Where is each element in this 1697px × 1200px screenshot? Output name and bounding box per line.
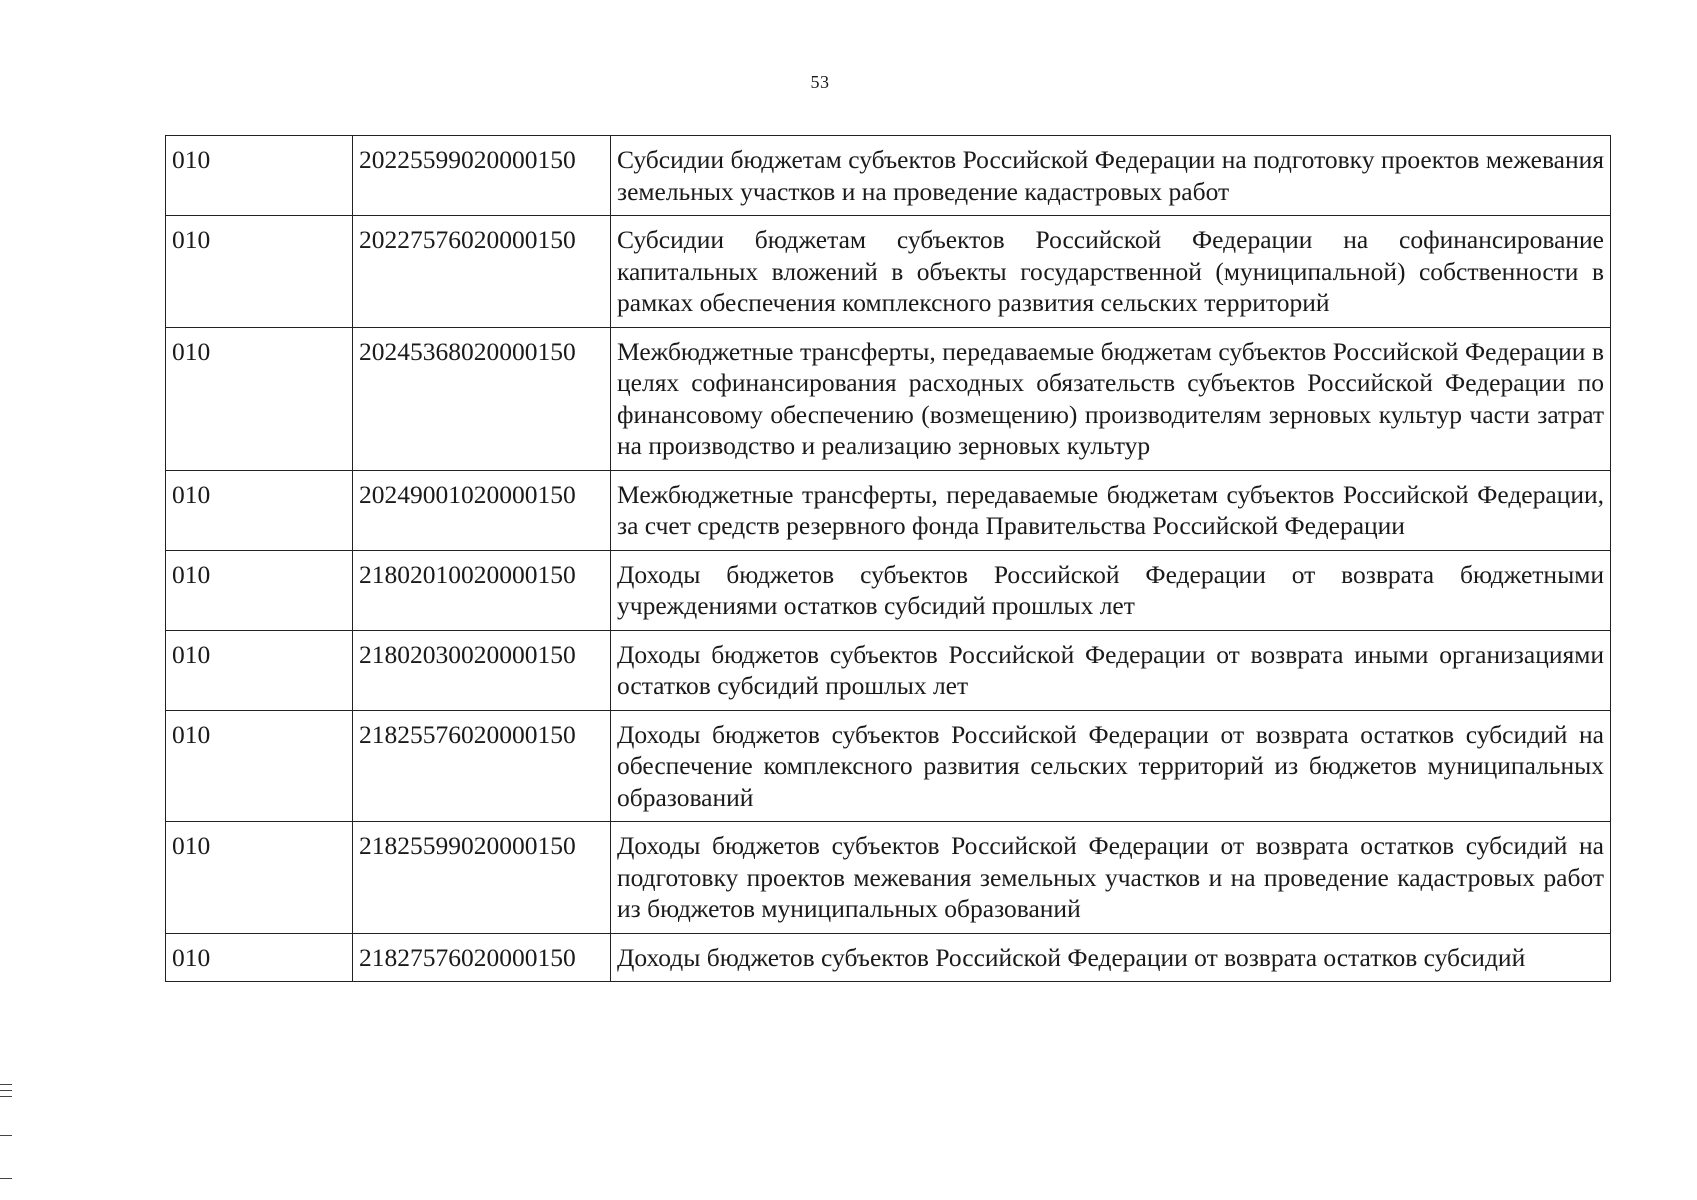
admin-code-cell: 010: [166, 630, 353, 710]
budget-code-cell: 21825599020000150: [353, 822, 611, 934]
description-cell: Доходы бюджетов субъектов Российской Федерации от возврата остатков субсидий на обеспечение комплексного развития сельских территорий из бюджетов муниципальных образований: [611, 710, 1611, 822]
description-cell: Субсидии бюджетам субъектов Российской Федерации на софинансирование капитальных вложений в объекты государственной (муниципальной) собственности в рамках обеспечения комплексного развития сельских территорий: [611, 216, 1611, 328]
table-body: [166, 136, 1611, 982]
binding-mark: [0, 1084, 12, 1085]
table-row: [166, 327, 1611, 470]
binding-mark: [0, 1178, 12, 1179]
description-cell: Доходы бюджетов субъектов Российской Федерации от возврата остатков субсидий на подготовку проектов межевания земельных участков и на проведение кадастровых работ из бюджетов муниципальных образований: [611, 822, 1611, 934]
budget-code-cell: 20249001020000150: [353, 470, 611, 550]
budget-code-cell: 21802030020000150: [353, 630, 611, 710]
table-row: [166, 630, 1611, 710]
binding-mark: [0, 1135, 12, 1136]
budget-code-cell: 20225599020000150: [353, 136, 611, 216]
budget-code-cell: 21827576020000150: [353, 933, 611, 982]
page-number: 53: [810, 72, 830, 92]
admin-code-cell: 010: [166, 136, 353, 216]
budget-code-cell: 21802010020000150: [353, 550, 611, 630]
budget-code-cell: 21825576020000150: [353, 710, 611, 822]
admin-code-cell: 010: [166, 822, 353, 934]
binding-mark: [0, 1090, 12, 1091]
description-cell: Субсидии бюджетам субъектов Российской Федерации на подготовку проектов межевания земельных участков и на проведение кадастровых работ: [611, 136, 1611, 216]
budget-code-cell: 20245368020000150: [353, 327, 611, 470]
budget-codes-table: [165, 135, 1611, 982]
binding-mark: [0, 1096, 12, 1097]
table-row: [166, 136, 1611, 216]
table-row: [166, 933, 1611, 982]
admin-code-cell: 010: [166, 327, 353, 470]
table-row: [166, 550, 1611, 630]
admin-code-cell: 010: [166, 550, 353, 630]
description-cell: Доходы бюджетов субъектов Российской Федерации от возврата бюджетными учреждениями остатков субсидий прошлых лет: [611, 550, 1611, 630]
description-cell: Межбюджетные трансферты, передаваемые бюджетам субъектов Российской Федерации в целях софинансирования расходных обязательств субъектов Российской Федерации по финансовому обеспечению (возмещению) производителям зерновых культур части затрат на производство и реализацию зерновых культур: [611, 327, 1611, 470]
admin-code-cell: 010: [166, 710, 353, 822]
description-cell: Межбюджетные трансферты, передаваемые бюджетам субъектов Российской Федерации, за счет средств резервного фонда Правительства Российской Федерации: [611, 470, 1611, 550]
description-cell: Доходы бюджетов субъектов Российской Федерации от возврата иными организациями остатков субсидий прошлых лет: [611, 630, 1611, 710]
budget-code-cell: 20227576020000150: [353, 216, 611, 328]
admin-code-cell: 010: [166, 470, 353, 550]
admin-code-cell: 010: [166, 933, 353, 982]
description-cell: Доходы бюджетов субъектов Российской Федерации от возврата остатков субсидий: [611, 933, 1611, 982]
table-row: [166, 710, 1611, 822]
table-row: [166, 470, 1611, 550]
table-row: [166, 216, 1611, 328]
admin-code-cell: 010: [166, 216, 353, 328]
binding-edge-marks: [0, 1080, 14, 1190]
table-row: [166, 822, 1611, 934]
